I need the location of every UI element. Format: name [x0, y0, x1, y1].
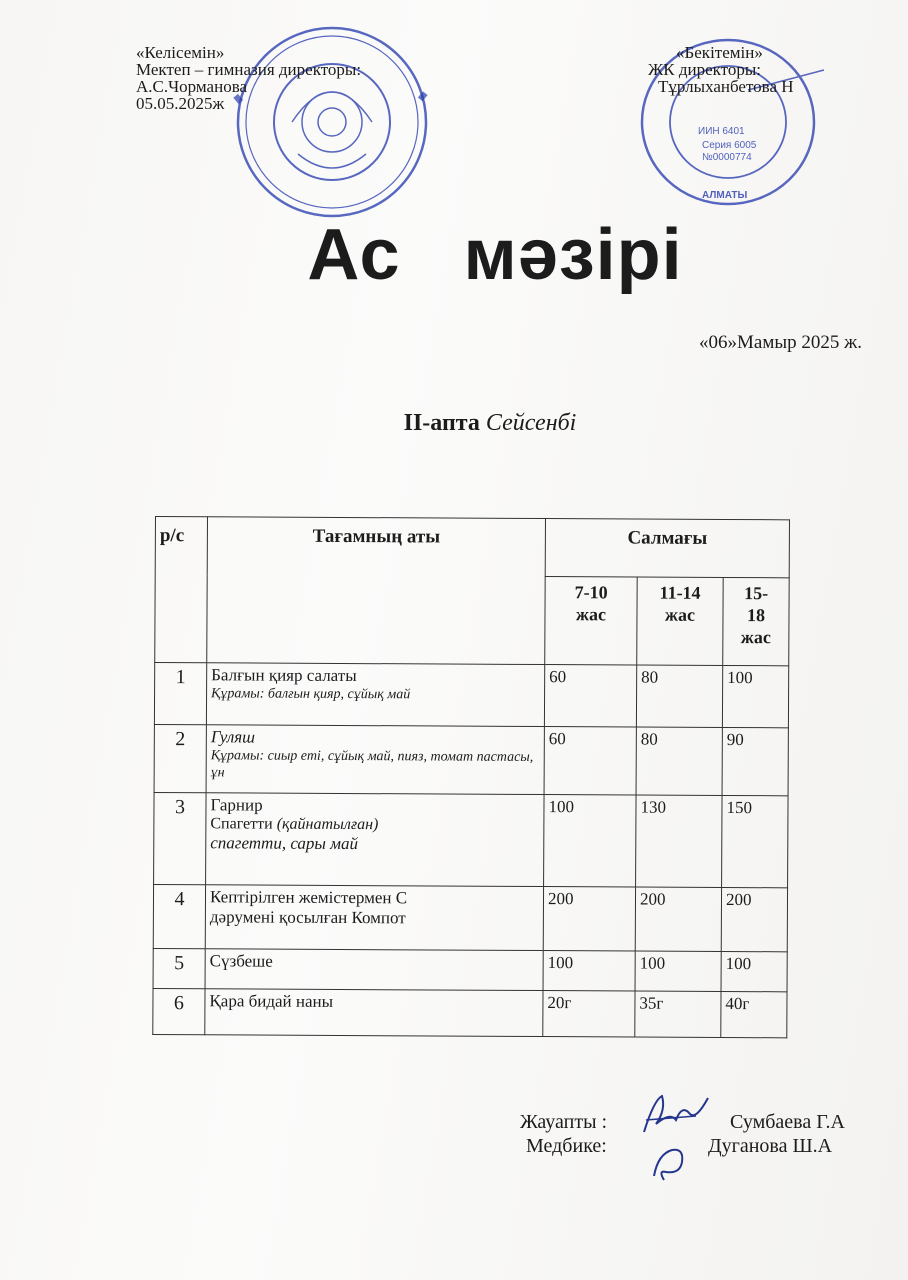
dish-side-line: [210, 815, 539, 835]
age-group-label: 15-: [744, 583, 769, 604]
weight-7-10: 60: [544, 727, 636, 795]
weight-15-18: 150: [722, 795, 788, 887]
page-title: Ас мәзірі: [307, 215, 683, 295]
weight-11-14: 200: [635, 887, 721, 951]
dish-name: Балғын қияр салаты: [211, 665, 357, 686]
nurse-label: Медбике:: [526, 1135, 607, 1157]
approval-right-line1: «Бекітемін»: [676, 43, 763, 62]
approval-left-date: 05.05.2025ж: [136, 94, 225, 113]
weight-11-14: 80: [636, 727, 722, 795]
signature-block: [520, 1110, 845, 1158]
row-number: 4: [153, 884, 205, 948]
stamp-inn-text: ИИН 6401: [698, 126, 745, 137]
approval-block-right: [648, 44, 794, 95]
age-group-label: 7-10: [574, 582, 608, 603]
dish-cell: [206, 663, 544, 727]
dish-cell: [206, 793, 544, 887]
weight-11-14: 100: [635, 951, 721, 991]
row-number: 5: [153, 948, 205, 988]
dish-name: Гарнир: [210, 795, 263, 815]
dish-name: Сүзбеше: [205, 949, 543, 991]
weight-11-14: 80: [636, 665, 722, 727]
header-number: р/с: [155, 517, 208, 663]
week-day-heading: [0, 410, 908, 437]
age-group-label: 11-14: [659, 582, 701, 603]
responsible-signature: [636, 1090, 716, 1140]
dish-name: Қара бидай наны: [205, 989, 543, 1037]
header-weight: Салмағы: [545, 519, 789, 578]
dish-name: Гуляш: [210, 727, 256, 747]
header-age-15-18: [723, 577, 789, 665]
weight-11-14: 35г: [635, 991, 721, 1037]
age-group-label-cont: 18: [746, 605, 766, 626]
dish-composition: Құрамы: сиыр еті, сұйық май, пияз, томат пастасы, ұн: [210, 748, 534, 781]
header-age-7-10: [545, 577, 637, 665]
approval-left-line1: «Келісемін»: [136, 43, 225, 62]
approval-right-line3: Тұрлыханбетова Н: [658, 77, 794, 96]
dish-cell: [205, 885, 543, 951]
week-label: ІІ-апта: [403, 410, 480, 436]
approval-block-left: [136, 44, 361, 112]
stamp-number-text: №0000774: [702, 152, 752, 163]
approval-right-line2: ЖК директоры:: [648, 60, 761, 79]
weight-7-10: 100: [544, 795, 636, 887]
dish-composition: Құрамы: балғын қияр, сұйық май: [211, 686, 411, 703]
table-row: [154, 663, 788, 728]
weight-7-10: 200: [543, 887, 635, 951]
table-row: [154, 792, 788, 887]
dish-side-note: (қайнатылған): [272, 815, 379, 834]
dish-name: Кептірілген жемістермен С: [209, 887, 408, 908]
approval-left-line2: Мектеп – гимназия директоры:: [136, 60, 362, 79]
weight-15-18: 200: [721, 887, 787, 951]
weight-7-10: 100: [543, 951, 635, 991]
responsible-row: [520, 1110, 845, 1134]
nurse-name: Дуганова Ш.А: [708, 1135, 833, 1157]
menu-date: «06»Мамыр 2025 ж.: [699, 332, 862, 353]
weight-7-10: 20г: [543, 991, 635, 1037]
day-label: Сейсенбі: [485, 410, 577, 436]
approval-left-line3: А.С.Чорманова: [136, 77, 248, 96]
weight-11-14: 130: [636, 795, 722, 887]
dish-cell: [206, 725, 544, 795]
row-number: 6: [153, 988, 205, 1034]
weight-7-10: 60: [544, 665, 636, 727]
nurse-signature: [644, 1140, 704, 1184]
table-row: [153, 948, 787, 991]
table-row: [154, 724, 788, 795]
weight-15-18: 90: [722, 727, 788, 795]
dish-name-cont: дәрумені қосылған Компот: [209, 907, 406, 928]
responsible-label: Жауапты :: [520, 1111, 608, 1133]
responsible-name: Сумбаева Г.А: [730, 1111, 845, 1133]
header-dish-name: Тағамның аты: [207, 517, 546, 665]
weight-15-18: 100: [721, 951, 787, 991]
weight-15-18: 40г: [721, 991, 787, 1037]
weight-15-18: 100: [722, 665, 788, 727]
dish-composition: спагетти, сары май: [210, 833, 359, 854]
stamp-city-text: АЛМАТЫ: [702, 190, 748, 201]
row-number: 1: [154, 663, 206, 725]
dish-side-name: Спагетти: [210, 815, 273, 833]
header-age-11-14: [637, 577, 723, 665]
table-header-row: [155, 517, 789, 578]
table-row: [153, 988, 787, 1037]
stamp-series-text: Серия 6005: [702, 140, 757, 151]
age-group-unit: жас: [740, 627, 771, 648]
nurse-row: [520, 1134, 833, 1158]
row-number: 3: [154, 792, 206, 884]
row-number: 2: [154, 724, 206, 792]
table-row: [153, 884, 787, 951]
age-group-unit: жас: [575, 604, 607, 625]
age-group-unit: жас: [664, 604, 696, 625]
menu-table: [152, 516, 790, 1038]
